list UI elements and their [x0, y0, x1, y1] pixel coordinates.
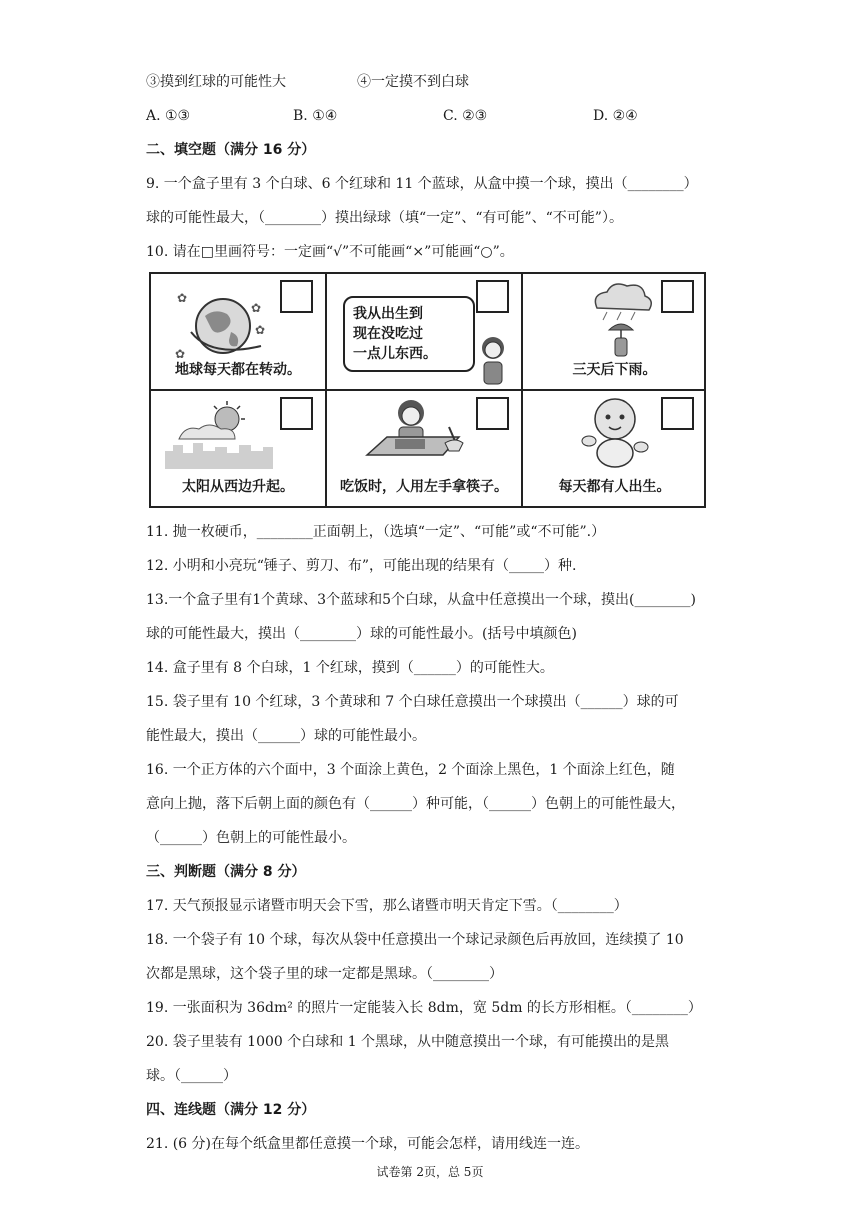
question-17: 17. 天气预报显示诸暨市明天会下雪，那么诸暨市明天肯定下雪。（________） [146, 898, 628, 914]
cell-speech [327, 274, 523, 391]
question-15-line-2: 能性最大，摸出（______）球的可能性最小。 [146, 728, 426, 744]
sun-icon [165, 399, 275, 469]
cell-rain [523, 274, 706, 391]
section-4-heading: 四、连线题（满分 12 分） [146, 1102, 316, 1118]
answer-box[interactable] [476, 397, 509, 430]
question-18-line-2: 次都是黑球，这个袋子里的球一定都是黑球。（________） [146, 966, 503, 982]
cell-eating [327, 391, 523, 506]
answer-box[interactable] [661, 397, 694, 430]
cell-caption: 三天后下雨。 [572, 362, 657, 378]
question-16-line-2: 意向上抛，落下后朝上面的颜色有（______）种可能，（______）色朝上的可能性最大， [146, 796, 685, 812]
cell-caption: 每天都有人出生。 [558, 479, 671, 495]
question-16-line-3: （______）色朝上的可能性最小。 [146, 830, 356, 846]
question-19: 19. 一张面积为 36dm² 的照片一定能装入长 8dm，宽 5dm 的长方形相框。（________） [146, 1000, 702, 1016]
choice-b: B. ①④ [293, 108, 338, 124]
question-13-line-2: 球的可能性最大，摸出（________）球的可能性最小。(括号中填颜色) [146, 626, 577, 642]
question-20-line-1: 20. 袋子里装有 1000 个白球和 1 个黑球，从中随意摸出一个球，有可能摸出的是黑 [146, 1034, 670, 1050]
question-21: 21. (6 分)在每个纸盒里都任意摸一个球，可能会怎样，请用线连一连。 [146, 1136, 589, 1152]
question-18-line-1: 18. 一个袋子有 10 个球，每次从袋中任意摸出一个球记录颜色后再放回，连续摸了 10 [146, 932, 684, 948]
bubble-line-1: 我从出生到 [353, 306, 423, 322]
bubble-line-3: 一点儿东西。 [353, 346, 437, 362]
cell-caption: 地球每天都在转动。 [175, 362, 301, 378]
svg-text:✿: ✿ [255, 323, 266, 337]
question-9-line-2: 球的可能性最大，（________）摸出绿球（填“一定”、“有可能”、“不可能”）。 [146, 210, 623, 226]
cell-sun [151, 391, 327, 506]
option-item-4: ④一定摸不到白球 [357, 74, 469, 90]
question-16-line-1: 16. 一个正方体的六个面中，3 个面涂上黄色，2 个面涂上黑色，1 个面涂上红色，随 [146, 762, 675, 778]
bubble-line-2: 现在没吃过 [353, 326, 423, 342]
question-10: 10. 请在□里画符号：一定画“√”不可能画“×”可能画“○”。 [146, 244, 514, 260]
speech-bubble [343, 296, 475, 372]
picture-grid [149, 272, 706, 508]
answer-box[interactable] [280, 280, 313, 313]
svg-text:✿: ✿ [177, 291, 188, 305]
choice-d: D. ②④ [593, 108, 638, 124]
cell-baby [523, 391, 706, 506]
question-15-line-1: 15. 袋子里有 10 个红球，3 个黄球和 7 个白球任意摸出一个球摸出（______）球的可 [146, 694, 679, 710]
cell-caption: 吃饭时，人用左手拿筷子。 [340, 479, 508, 495]
page-footer: 试卷第 2页，总 5页 [376, 1165, 484, 1179]
choice-a: A. ①③ [146, 108, 191, 124]
rain-cloud-icon [587, 280, 657, 360]
choice-c: C. ②③ [443, 108, 488, 124]
cell-caption: 太阳从西边升起。 [182, 479, 294, 495]
question-11: 11. 抛一枚硬币，________正面朝上，（选填“一定”、“可能”或“不可能”.） [146, 524, 606, 540]
option-item-3: ③摸到红球的可能性大 [146, 74, 286, 90]
answer-box[interactable] [280, 397, 313, 430]
answer-box[interactable] [476, 280, 509, 313]
question-20-line-2: 球。（______） [146, 1068, 237, 1084]
girl-icon [473, 334, 513, 388]
section-2-heading: 二、填空题（满分 16 分） [146, 142, 316, 158]
question-14: 14. 盒子里有 8 个白球，1 个红球，摸到（______）的可能性大。 [146, 660, 554, 676]
svg-text:✿: ✿ [175, 347, 186, 361]
question-12: 12. 小明和小亮玩“锤子、剪刀、布”，可能出现的结果有（_____）种. [146, 558, 577, 574]
baby-icon [575, 395, 655, 471]
earth-icon [171, 286, 271, 364]
svg-text:✿: ✿ [251, 301, 262, 315]
answer-box[interactable] [661, 280, 694, 313]
question-13-line-1: 13.一个盒子里有1个黄球、3个蓝球和5个白球，从盒中任意摸出一个球，摸出(________) [146, 592, 696, 608]
girl-eating-icon [359, 397, 479, 469]
question-9-line-1: 9. 一个盒子里有 3 个白球、6 个红球和 11 个蓝球，从盒中摸一个球，摸出（________） [146, 176, 698, 192]
section-3-heading: 三、判断题（满分 8 分） [146, 864, 306, 880]
cell-earth [151, 274, 327, 391]
